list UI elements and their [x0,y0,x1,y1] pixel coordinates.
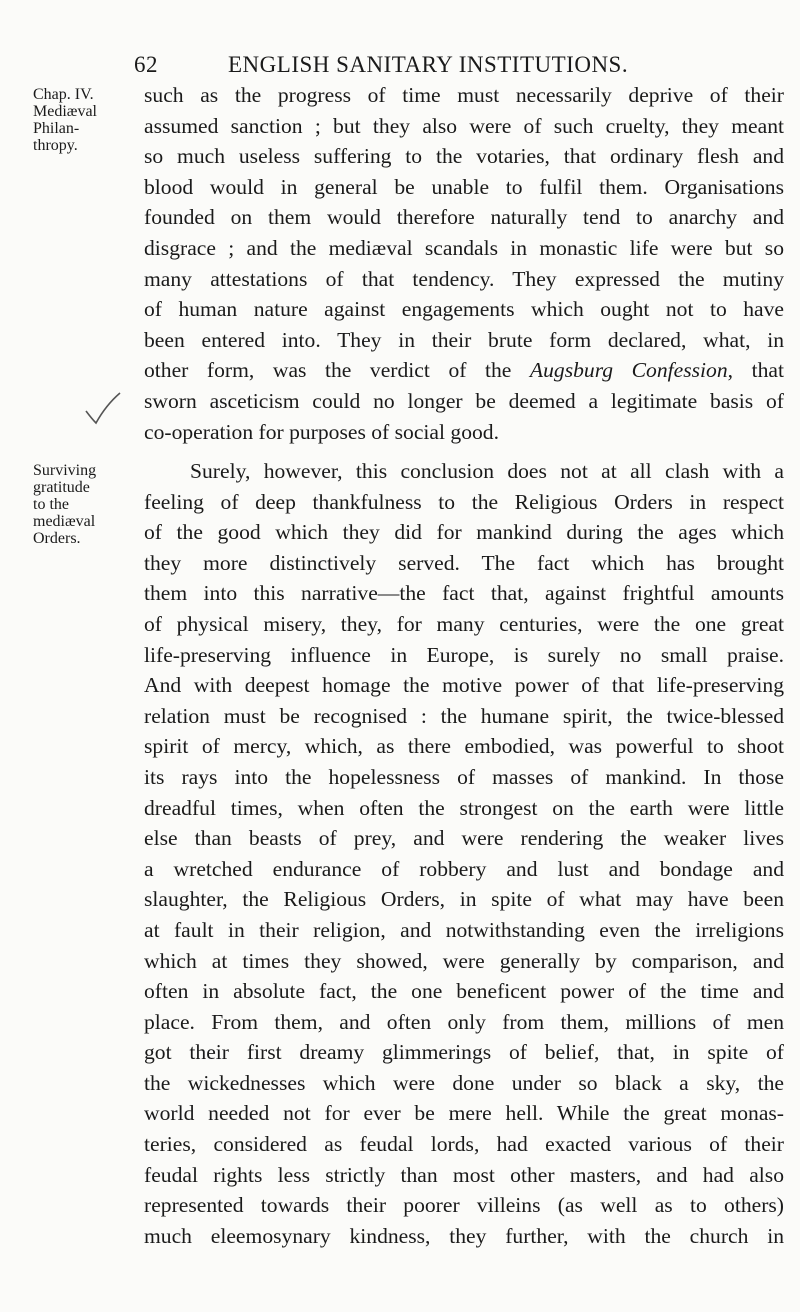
text-line: founded on them would therefore naturally tend to anarchy and [144,205,784,230]
margin-line: mediæval [33,513,96,530]
text-line: assumed sanction ; but they also were of such cruelty, they meant [144,113,784,138]
text-line: sworn asceticism could no longer be deemed a legitimate basis of [144,388,784,413]
text-line: been entered into. They in their brute form declared, what, in [144,327,784,352]
margin-line: Philan- [33,120,80,137]
margin-note-gratitude [33,462,133,547]
text-segment: other form, was the verdict of the [144,358,530,383]
text-line: of human nature against engagements which ought not to have [144,297,784,322]
text-line: And with deepest homage the motive power of that life-preserving [144,673,784,698]
text-line: blood would in general be unable to fulfil them. Organisations [144,174,784,199]
text-line: spirit of mercy, which, as there embodied, was powerful to shoot [144,734,784,759]
text-line: much eleemosynary kindness, they further, with the church in [144,1223,784,1248]
text-segment: , that [727,358,784,383]
running-title: ENGLISH SANITARY INSTITUTIONS. [228,52,629,77]
text-line: often in absolute fact, the one beneficent power of the time and [144,979,784,1004]
margin-line: gratitude [33,479,90,496]
text-line: they more distinctively served. The fact which has brought [144,550,784,575]
text-line: world needed not for ever be mere hell. While the great monas- [144,1101,784,1126]
text-line: of physical misery, they, for many centuries, were the one great [144,611,784,636]
paragraph-1 [144,80,784,447]
text-line: dreadful times, when often the strongest on the earth were little [144,795,784,820]
text-line: at fault in their religion, and notwithstanding even the irreligions [144,917,784,942]
text-line: its rays into the hopelessness of masses of mankind. In those [144,764,784,789]
margin-line: Mediæval [33,103,97,120]
running-header [134,52,629,78]
text-line: place. From them, and often only from them, millions of men [144,1009,784,1034]
margin-note-chapter [33,86,133,154]
margin-line: thropy. [33,137,78,154]
text-line: the wickednesses which were done under so black a sky, the [144,1070,784,1095]
text-line: slaughter, the Religious Orders, in spite of what may have been [144,887,784,912]
margin-line: Orders. [33,530,81,547]
text-line [144,355,784,386]
text-line: teries, considered as feudal lords, had exacted various of their [144,1132,784,1157]
text-line: disgrace ; and the mediæval scandals in monastic life were but so [144,235,784,260]
text-line: so much useless suffering to the votaries, that ordinary flesh and [144,144,784,169]
paragraph-2 [144,456,784,1251]
pencil-checkmark-icon [84,391,124,427]
text-line: else than beasts of prey, and were rendering the weaker lives [144,826,784,851]
text-line: feudal rights less strictly than most other masters, and had also [144,1162,784,1187]
margin-line: to the [33,496,69,513]
page-number: 62 [134,52,158,77]
text-line: feeling of deep thankfulness to the Religious Orders in respect [144,489,784,514]
text-line: of the good which they did for mankind during the ages which [144,520,784,545]
text-line: them into this narrative—the fact that, against frightful amounts [144,581,784,606]
text-line: relation must be recognised : the humane spirit, the twice-blessed [144,703,784,728]
text-line: which at times they showed, were generally by comparison, and [144,948,784,973]
text-line: life-preserving influence in Europe, is surely no small praise. [144,642,784,667]
margin-line: Surviving [33,462,97,479]
text-line: such as the progress of time must necessarily deprive of their [144,83,784,107]
text-line: represented towards their poorer villeins (as well as to others) [144,1193,784,1218]
margin-line: Chap. IV. [33,86,94,103]
text-line: co-operation for purposes of social good. [144,419,499,444]
augsburg-confession-title: Augsburg Confession [529,358,728,383]
text-line: a wretched endurance of robbery and lust and bondage and [144,856,784,881]
text-line: got their first dreamy glimmerings of belief, that, in spite of [144,1040,784,1065]
text-line: many attestations of that tendency. They expressed the mutiny [144,266,784,291]
text-line: Surely, however, this conclusion does not at all clash with a [190,459,784,483]
